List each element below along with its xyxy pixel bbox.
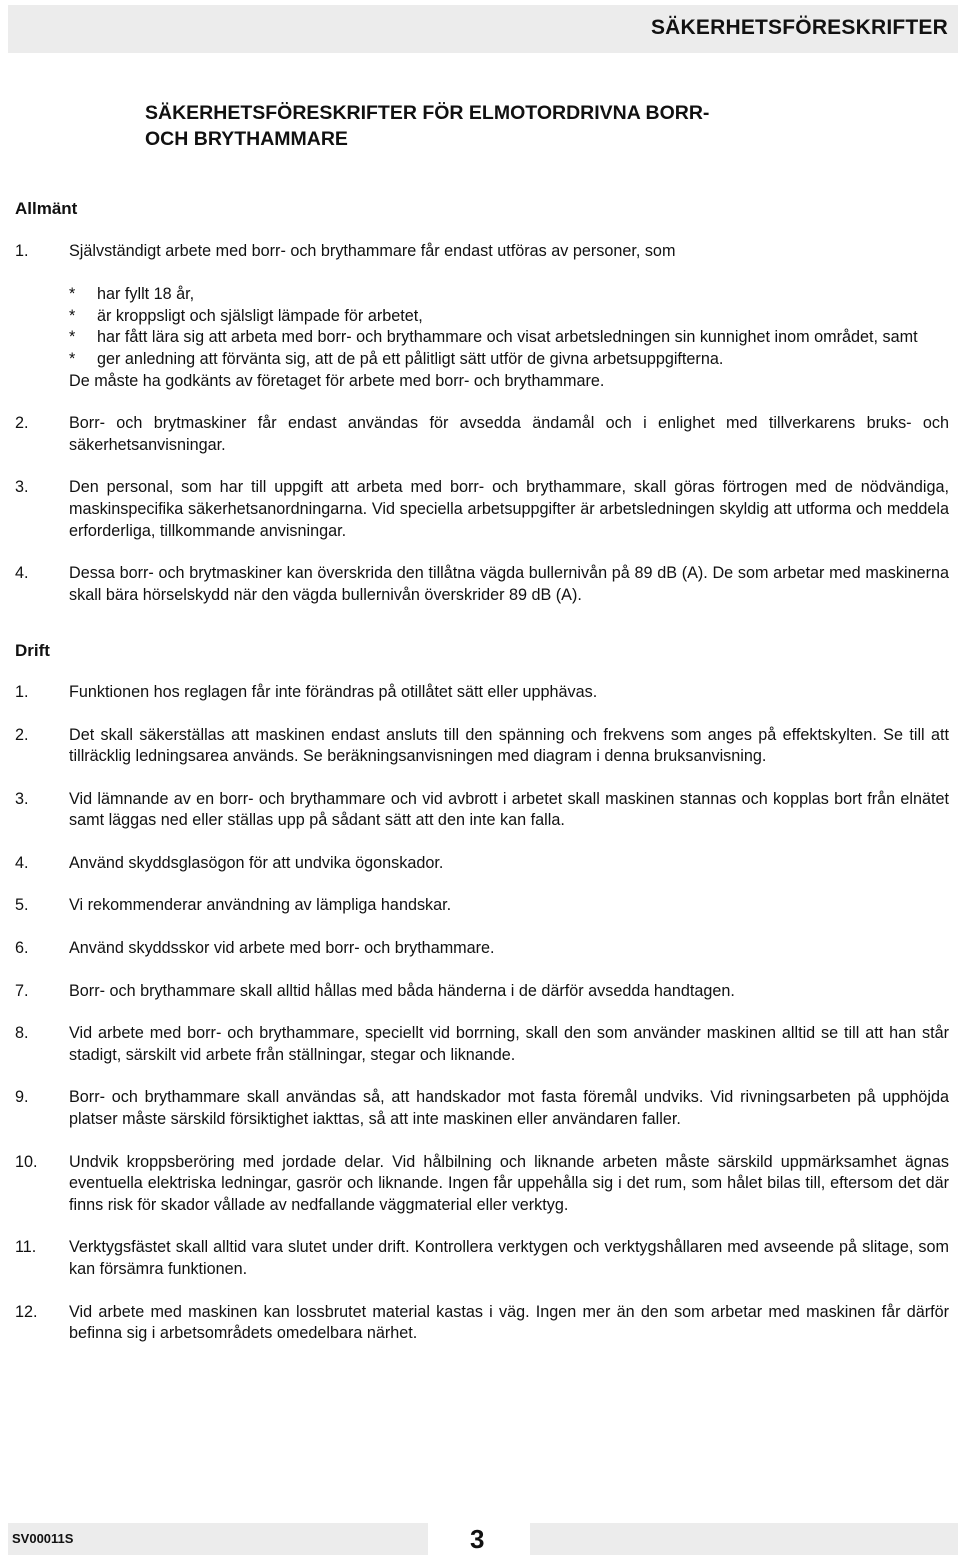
bullet-list (69, 284, 949, 370)
bullet-marker: * (69, 285, 76, 304)
operation-item-10 (15, 1152, 949, 1217)
footer-right-bar (530, 1523, 958, 1555)
general-item-4 (15, 563, 949, 606)
item-number: 7. (15, 981, 29, 1000)
bullet-item (69, 306, 949, 328)
bullet-text: ger anledning att förvänta sig, att de på ett pålitligt sätt utför de givna arbetsuppgifterna. (97, 349, 724, 368)
document-title: SÄKERHETSFÖRESKRIFTER FÖR ELMOTORDRIVNA BORR- OCH BRYTHAMMARE (145, 102, 710, 150)
bullet-marker: * (69, 306, 76, 325)
section-heading-general: Allmänt (15, 199, 78, 218)
general-item-2 (15, 413, 949, 456)
operation-item-8 (15, 1023, 949, 1066)
item-text: Den personal, som har till uppgift att arbeta med borr- och brythammare, skall göras förtrogen med de nödvändiga, maskinspecifika säkerhetsanordningarna. Vid speciella arbetsuppgifter är arbetsledningen skyldig att utforma och meddela erforderliga, tillkommande anvisningar. (69, 478, 949, 540)
item-number: 3. (15, 478, 29, 497)
item-text: Använd skyddsglasögon för att undvika ögonskador. (69, 853, 444, 872)
item-number: 9. (15, 1088, 29, 1107)
item-text: Funktionen hos reglagen får inte förändras på otillåtet sätt eller upphävas. (69, 682, 598, 701)
operation-item-2 (15, 725, 949, 768)
operation-item-12 (15, 1302, 949, 1345)
item-number: 5. (15, 896, 29, 915)
document-content (15, 198, 949, 1366)
bullet-text: har fått lära sig att arbeta med borr- och brythammare och visat arbetsledningen sin kunnighet inom området, samt (97, 328, 918, 347)
item-number: 1. (15, 241, 29, 260)
item-number: 2. (15, 725, 29, 744)
footer-page-number: 3 (470, 1524, 485, 1554)
item-text: Vi rekommenderar användning av lämpliga handskar. (69, 896, 452, 915)
header-title: SÄKERHETSFÖRESKRIFTER (650, 16, 948, 39)
item-body (69, 241, 949, 393)
item-text: Verktygsfästet skall alltid vara slutet under drift. Kontrollera verktygen och verktygshållaren med avseende på slitage, som kan försämra funktionen. (69, 1238, 949, 1278)
general-item-3 (15, 477, 949, 542)
bullet-marker: * (69, 349, 76, 368)
item-number: 12. (15, 1302, 38, 1321)
item-text: Vid arbete med borr- och brythammare, speciellt vid borrning, skall den som använder maskinen alltid se till att han står stadigt, särskilt vid arbete från ställningar, stegar och liknande. (69, 1024, 949, 1064)
bullet-text: har fyllt 18 år, (97, 285, 195, 304)
operation-item-5 (15, 895, 949, 917)
item-text: Borr- och brytmaskiner får endast användas för avsedda ändamål och i enlighet med tillverkarens bruks- och säkerhetsanvisningar. (69, 414, 949, 454)
item-number: 4. (15, 853, 29, 872)
footer-document-code: SV00011S (12, 1531, 74, 1546)
item-number: 2. (15, 414, 29, 433)
item-number: 8. (15, 1024, 29, 1043)
bullet-item (69, 349, 949, 371)
item-text: Borr- och brythammare skall användas så, att handskador mot fasta föremål undviks. Vid rivningsarbeten på upphöjda platser måste särskild försiktighet iakttas, så att inte maskinen eller användaren faller. (69, 1088, 949, 1129)
item-number: 4. (15, 564, 29, 583)
bullet-marker: * (69, 328, 76, 347)
item-text: Vid arbete med maskinen kan lossbrutet material kastas i väg. Ingen mer än den som arbetar med maskinen får därför befinna sig i arbetsområdets omedelbara närhet. (69, 1302, 949, 1343)
operation-item-9 (15, 1087, 949, 1130)
general-item-1 (15, 241, 949, 393)
item-number: 10. (15, 1152, 38, 1171)
operation-item-1 (15, 682, 949, 704)
item-text: Använd skyddsskor vid arbete med borr- och brythammare. (69, 939, 495, 958)
item-note: De måste ha godkänts av företaget för arbete med borr- och brythammare. (69, 371, 605, 390)
operation-item-3 (15, 789, 949, 832)
bullet-item (69, 327, 949, 349)
operation-item-4 (15, 853, 949, 875)
item-text: Undvik kroppsberöring med jordade delar. Vid hålbilning och liknande arbeten måste särskild uppmärksamhet ägnas eventuella elektriska ledningar, gasrör och liknande. Ingen får uppehålla sig i det rum, som hålet bilas till, eftersom det där finns risk för skador vållade av nedfallande väggmaterial eller verktyg. (69, 1152, 949, 1214)
item-number: 6. (15, 939, 29, 958)
item-number: 1. (15, 682, 29, 701)
section-heading-operation: Drift (15, 641, 50, 661)
item-text: Självständigt arbete med borr- och brythammare får endast utföras av personer, som (69, 241, 676, 260)
item-number: 3. (15, 789, 29, 808)
operation-item-11 (15, 1237, 949, 1280)
operation-item-6 (15, 938, 949, 960)
bullet-text: är kroppsligt och själsligt lämpade för arbetet, (97, 306, 423, 325)
item-text: Dessa borr- och brytmaskiner kan överskrida den tillåtna vägda bullernivån på 89 dB (A). De som arbetar med maskinerna skall bära hörselskydd när den vägda bullernivån överskrider 89 dB (A). (69, 564, 949, 604)
item-text: Borr- och brythammare skall alltid hållas med båda händerna i de därför avsedda handtagen. (69, 981, 735, 1000)
item-text: Det skall säkerställas att maskinen endast ansluts till den spänning och frekvens som anges på effektskylten. Se till att tillräcklig ledningsarea används. Se beräkningsanvisningen med diagram i denna bruksanvisning. (69, 725, 949, 766)
item-number: 11. (15, 1238, 37, 1257)
item-text: Vid lämnande av en borr- och brythammare och vid avbrott i arbetet skall maskinen stannas och kopplas bort från elnätet samt läggas ned eller ställas upp på sådant sätt att den inte kan falla. (69, 789, 949, 830)
bullet-item (69, 284, 949, 306)
operation-item-7 (15, 981, 949, 1003)
